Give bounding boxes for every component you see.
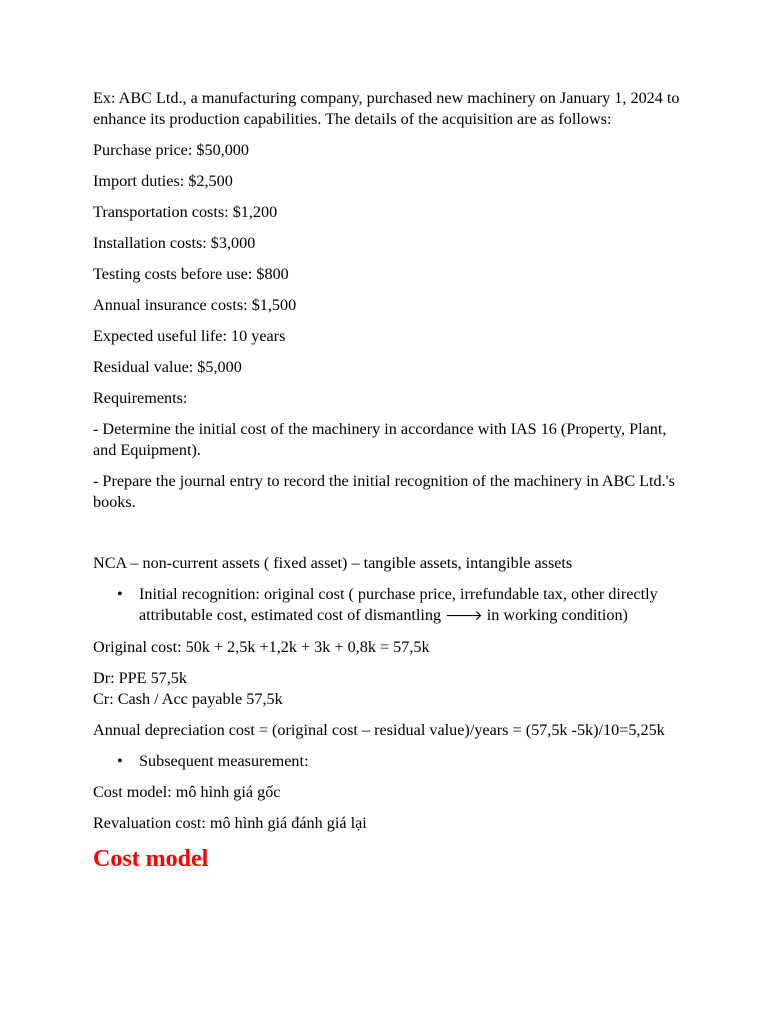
- original-cost-calculation: Original cost: 50k + 2,5k +1,2k + 3k + 0,8k = 57,5k: [93, 638, 430, 656]
- detail-transportation-costs: Transportation costs: $1,200: [93, 203, 278, 221]
- bullet-icon: •: [117, 585, 123, 603]
- detail-installation-costs: Installation costs: $3,000: [93, 234, 256, 252]
- nca-definition: NCA – non-current assets ( fixed asset) – tangible assets, intangible assets: [93, 554, 573, 572]
- depreciation-calculation: Annual depreciation cost = (original cost – residual value)/years = (57,5k -5k)/10=5,25k: [93, 721, 665, 739]
- bullet-item-initial-recognition: [93, 584, 683, 627]
- bullet-icon: •: [117, 752, 123, 770]
- requirement-journal-entry: - Prepare the journal entry to record the initial recognition of the machinery in ABC Ltd.'s books.: [93, 472, 675, 511]
- detail-testing-costs: Testing costs before use: $800: [93, 265, 289, 283]
- detail-purchase-price: Purchase price: $50,000: [93, 141, 249, 159]
- detail-import-duties: Import duties: $2,500: [93, 172, 233, 190]
- detail-useful-life: Expected useful life: 10 years: [93, 327, 286, 345]
- journal-entry: [93, 668, 683, 710]
- bullet-item-subsequent-measurement: [93, 751, 683, 772]
- blank-line: [93, 523, 683, 553]
- document-page: [93, 88, 683, 874]
- cost-model-heading: Cost model: [93, 846, 209, 872]
- journal-debit: Dr: PPE 57,5k: [93, 669, 187, 687]
- example-paragraph: Ex: ABC Ltd., a manufacturing company, purchased new machinery on January 1, 2024 to enhance its production capabilities. The details of the acquisition are as follows:: [93, 89, 680, 128]
- journal-credit: Cr: Cash / Acc payable 57,5k: [93, 690, 283, 708]
- initial-recognition-text: Initial recognition: original cost ( purchase price, irrefundable tax, other directly attributable cost, estimated cost of dismantling: [139, 585, 658, 624]
- initial-recognition-text-end: in working condition): [482, 606, 628, 624]
- bullet-list-subsequent: [93, 751, 683, 772]
- subsequent-measurement-text: Subsequent measurement:: [139, 752, 309, 770]
- bullet-list-initial: [93, 584, 683, 627]
- detail-insurance-costs: Annual insurance costs: $1,500: [93, 296, 297, 314]
- detail-residual-value: Residual value: $5,000: [93, 358, 242, 376]
- requirement-initial-cost: - Determine the initial cost of the machinery in accordance with IAS 16 (Property, Plant, and Equipment).: [93, 420, 667, 459]
- requirements-label: Requirements:: [93, 389, 188, 407]
- cost-model-line: Cost model: mô hình giá gốc: [93, 783, 281, 801]
- revaluation-line: Revaluation cost: mô hình giá đánh giá lại: [93, 814, 367, 832]
- arrow-right-icon: 🡒: [445, 608, 483, 624]
